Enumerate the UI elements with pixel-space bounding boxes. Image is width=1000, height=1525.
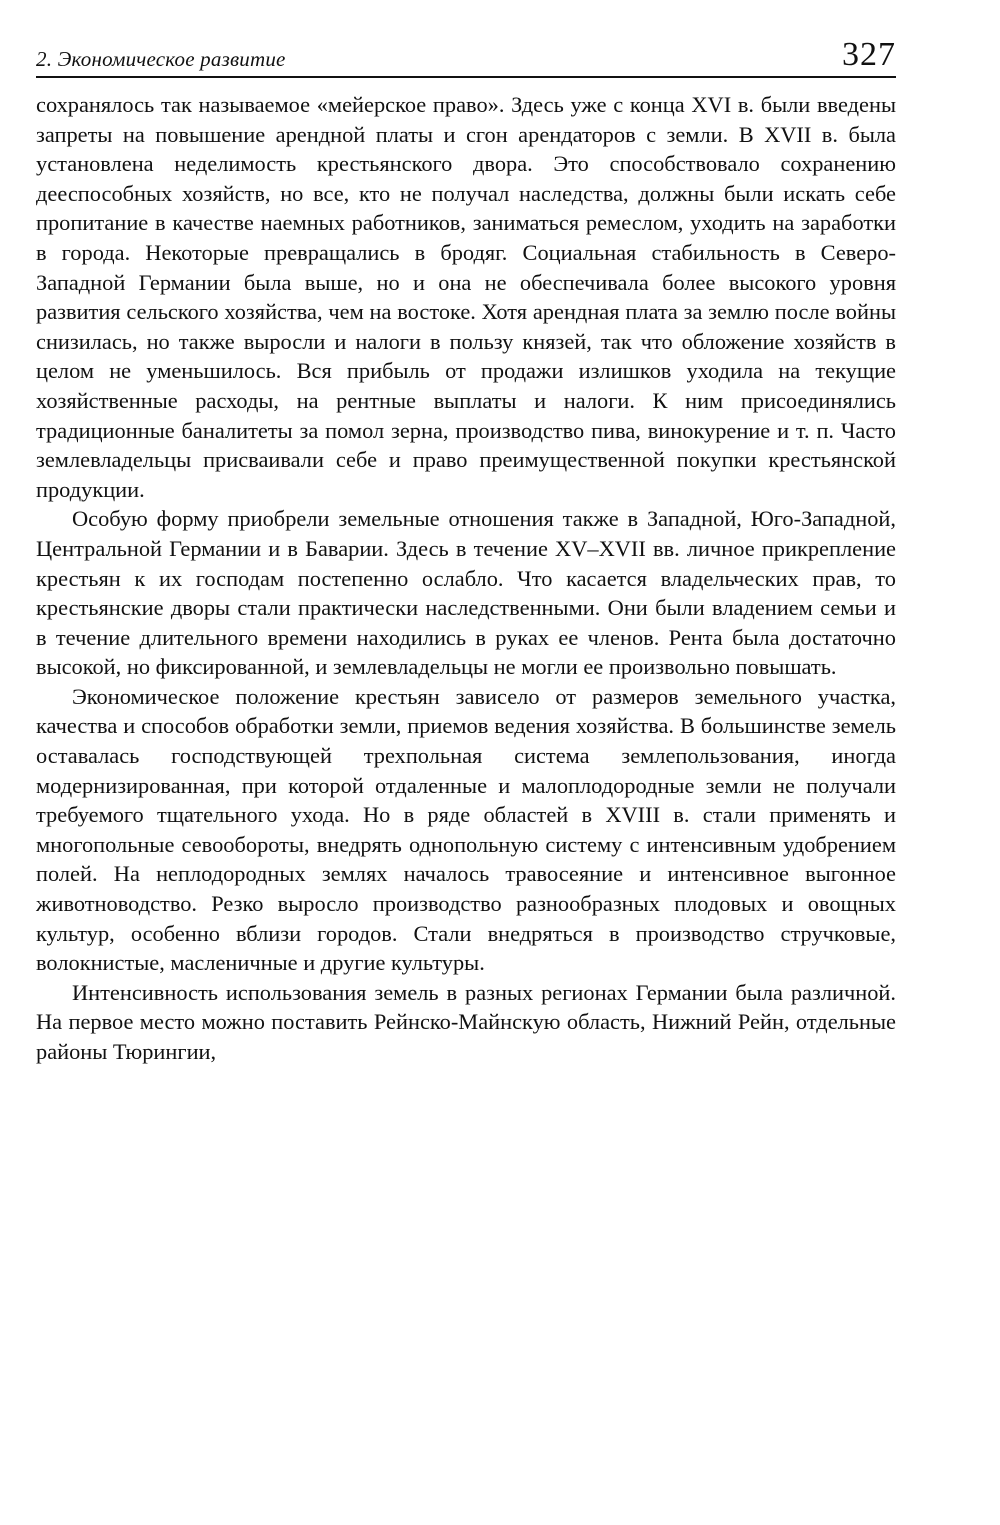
running-head	[36, 28, 896, 78]
paragraph-3: Экономическое положение крестьян зависело от размеров земельного участка, качества и способов обработки земли, приемов ведения хозяйства. В большинстве земель оставалась господствующей трехпольная система землепользования, иногда модернизированная, при которой отдаленные и малоплодородные земли не получали требуемого тщательного ухода. Но в ряде областей в XVIII в. стали применять и многопольные севообороты, внедрять однопольную систему с интенсивным удобрением полей. На неплодородных землях началось травосеяние и интенсивное выгонное животноводство. Резко выросло производство разнообразных плодовых и овощных культур, особенно вблизи городов. Стали внедряться в производство стручковые, волокнистые, масленичные и другие культуры.	[36, 683, 896, 976]
paragraph-2: Особую форму приобрели земельные отношения также в Западной, Юго-Западной, Центральной Германии и в Баварии. Здесь в течение XV–XVII вв. личное прикрепление крестьян к их господам постепенно ослабло. Что касается владельческих прав, то крестьянские дворы стали практически наследственными. Они были владением семьи и в течение длительного времени находились в руках ее членов. Рента была достаточно высокой, но фиксированной, и землевладельцы не могли ее произвольно повышать.	[36, 506, 896, 680]
running-title: 2. Экономическое развитие	[36, 47, 286, 71]
paragraph-1: сохранялось так называемое «мейерское право». Здесь уже с конца XVI в. были введены запреты на повышение арендной платы и сгон арендаторов с земли. В XVII в. была установлена неделимость крестьянского двора. Это способствовало сохранению дееспособных хозяйств, но все, кто не получал наследства, должны были искать себе пропитание в качестве наемных работников, заниматься ремеслом, уходить на заработки в города. Некоторые превращались в бродяг. Социальная стабильность в Северо-Западной Германии была выше, но и она не обеспечивала более высокого уровня развития сельского хозяйства, чем на востоке. Хотя арендная плата за землю после войны снизилась, но также выросли и налоги в пользу князей, так что обложение хозяйств в целом не уменьшилось. Вся прибыль от продажи излишков уходила на текущие хозяйственные расходы, на рентные выплаты и налоги. К ним присоединялись традиционные баналитеты за помол зерна, производство пива, винокурение и т. п. Часто землевладельцы присваивали себе и право преимущественной покупки крестьянской продукции.	[36, 92, 896, 502]
body-text	[36, 90, 896, 1067]
book-page	[36, 28, 896, 1067]
page-number: 327	[842, 36, 896, 73]
paragraph-4: Интенсивность использования земель в разных регионах Германии была различной. На первое место можно поставить Рейнско-Майнскую область, Нижний Рейн, отдельные районы Тюрингии,	[36, 979, 896, 1064]
